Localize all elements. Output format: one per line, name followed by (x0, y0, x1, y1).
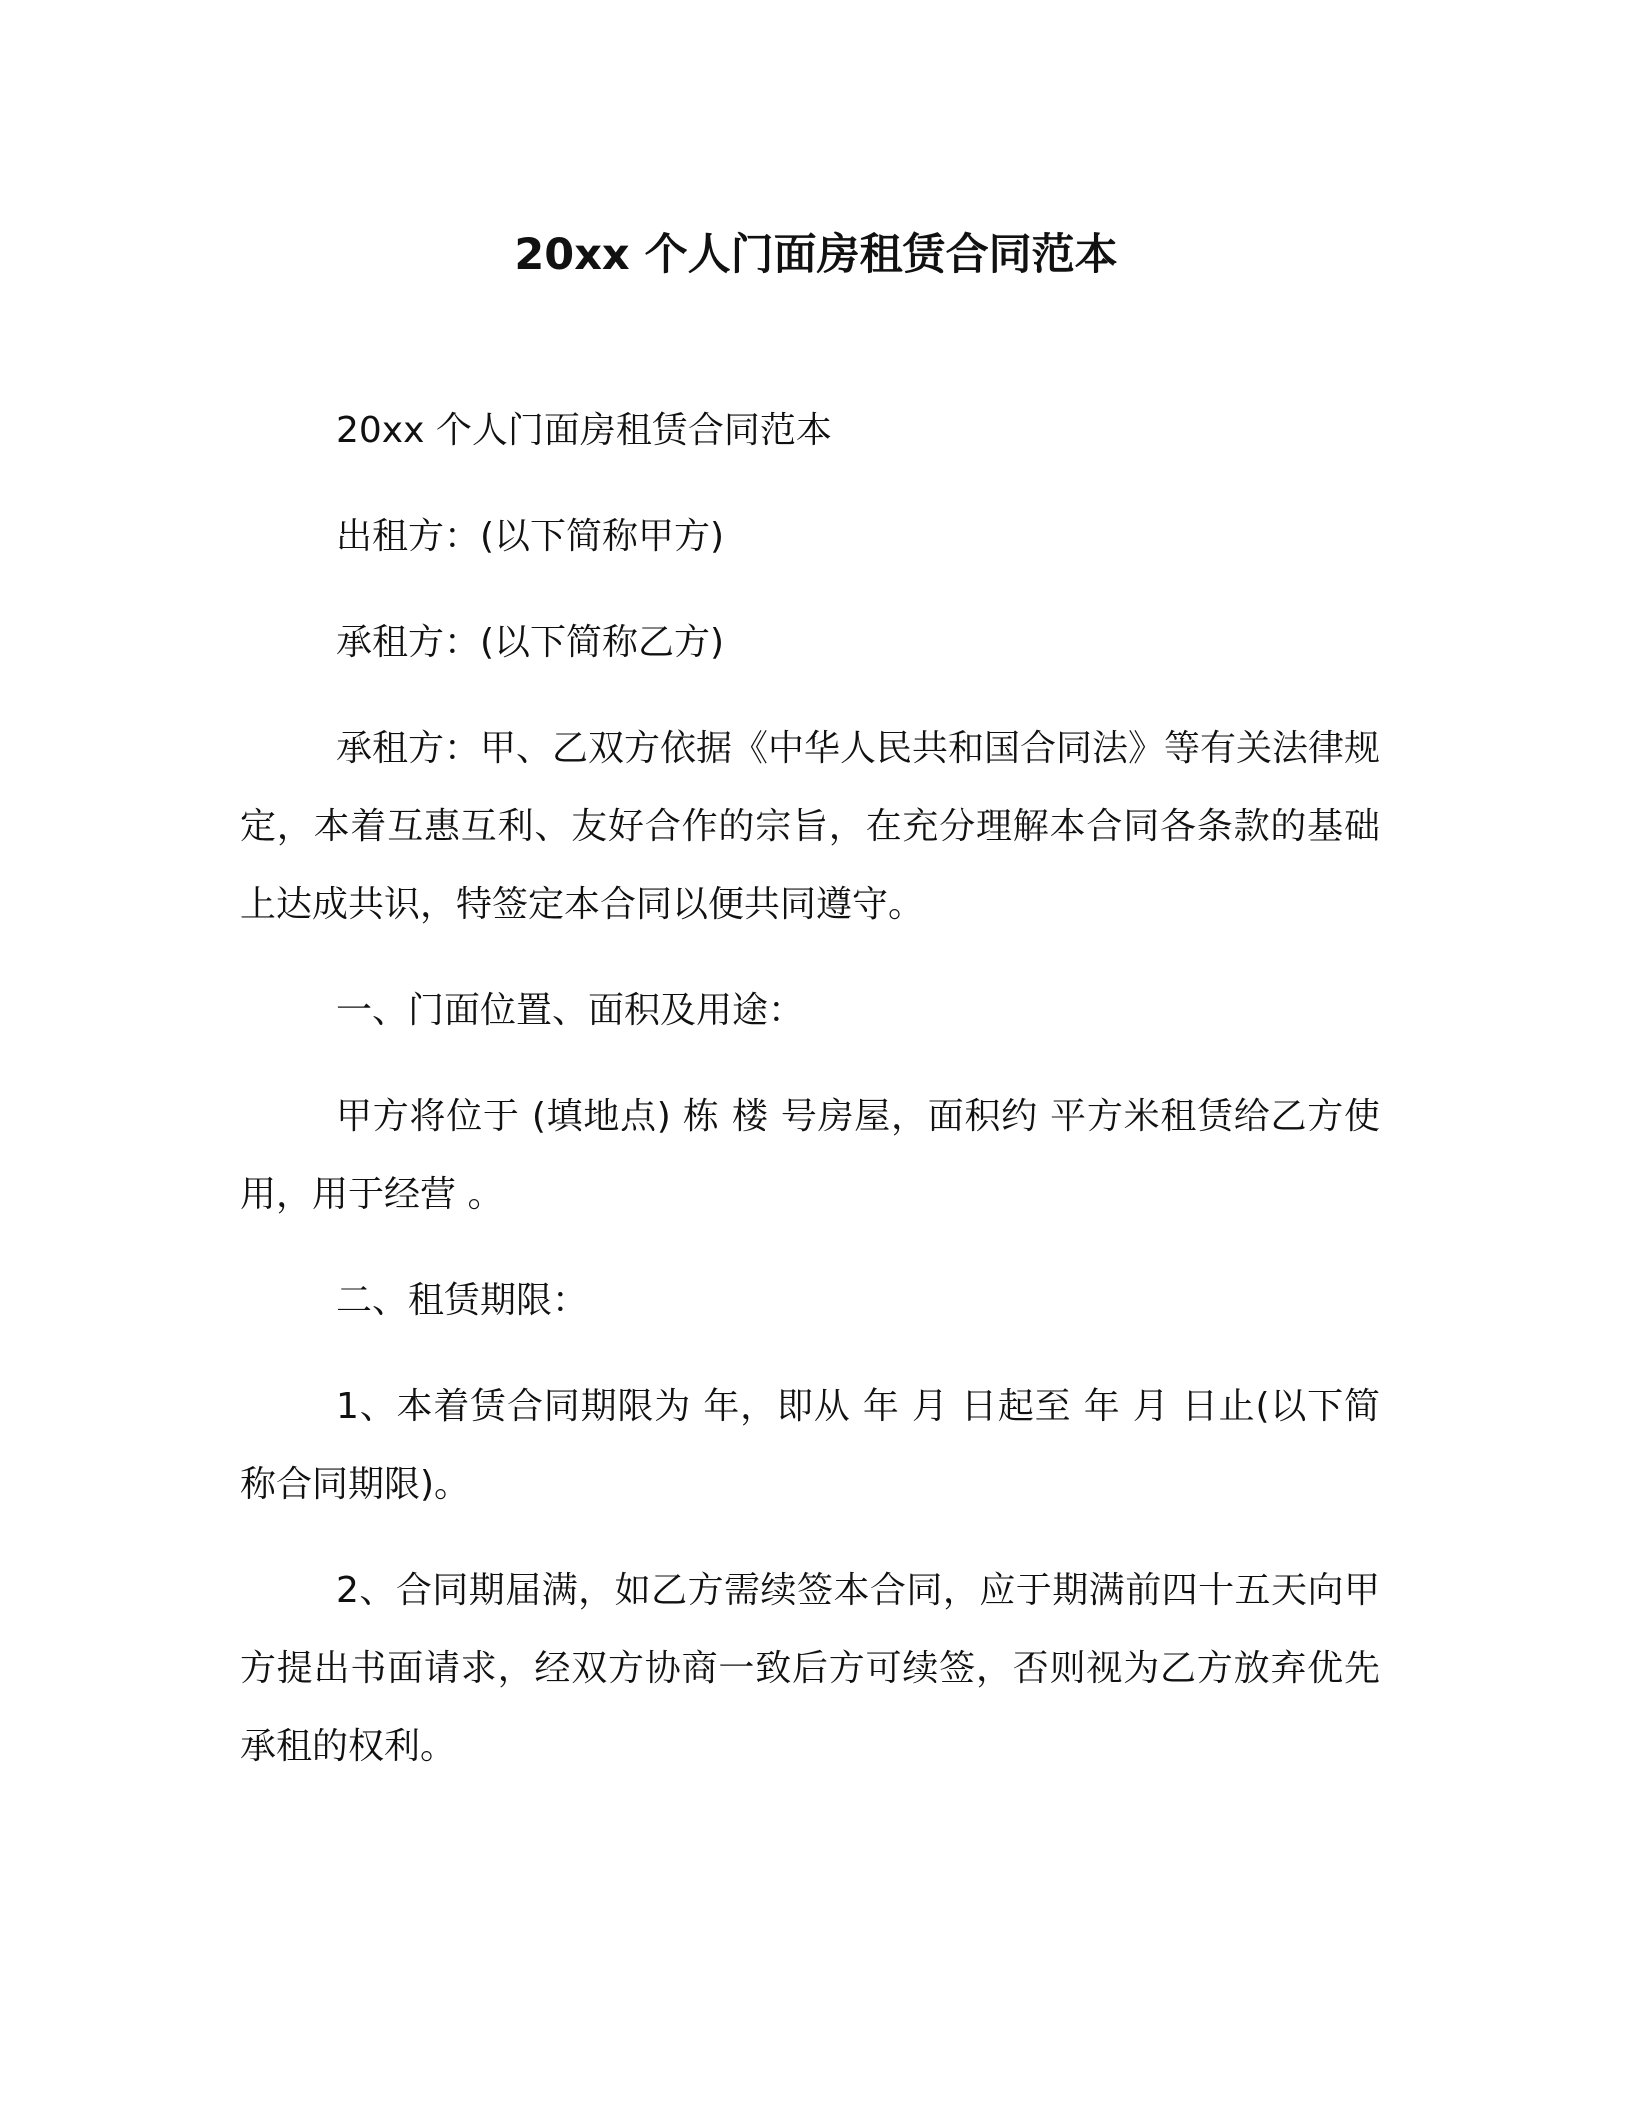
section-heading-term: 二、租赁期限： (336, 1280, 589, 1321)
paragraph-preamble: 承租方：甲、乙双方依据《中华人民共和国合同法》等有关法律规定，本着互惠互利、友好合作的宗旨，在充分理解本合同各条款的基础上达成共识，特签定本合同以便共同遵守。 (240, 728, 1381, 925)
paragraph-term-1: 1、本着赁合同期限为 年，即从 年 月 日起至 年 月 日止(以下简称合同期限)。 (240, 1386, 1380, 1505)
paragraph-term-2: 2、合同期届满，如乙方需续签本合同，应于期满前四十五天向甲方提出书面请求，经双方协商一致后方可续签，否则视为乙方放弃优先承租的权利。 (240, 1570, 1380, 1767)
section-heading-location: 一、门面位置、面积及用途： (336, 990, 805, 1031)
paragraph-location: 甲方将位于 (填地点) 栋 楼 号房屋，面积约 平方米租赁给乙方使用，用于经营 。 (240, 1096, 1380, 1215)
document-title: 20xx 个人门面房租赁合同范本 (514, 230, 1118, 280)
paragraph-lessee: 承租方：(以下简称乙方) (336, 622, 725, 663)
document-body (240, 392, 1380, 1814)
paragraph-subtitle: 20xx 个人门面房租赁合同范本 (336, 410, 832, 451)
paragraph-lessor: 出租方：(以下简称甲方) (336, 516, 725, 557)
